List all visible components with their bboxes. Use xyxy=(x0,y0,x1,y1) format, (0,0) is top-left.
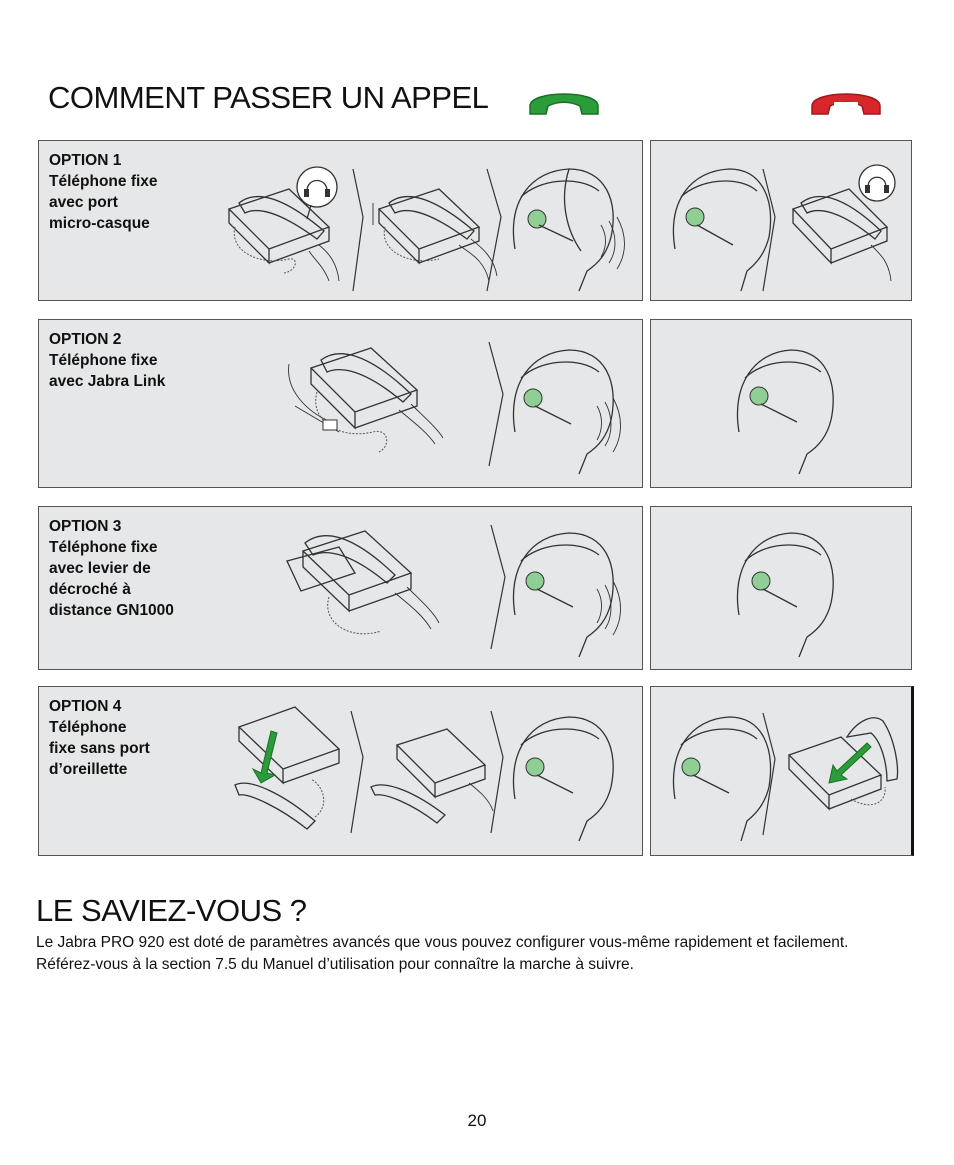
option-4-hangup-panel xyxy=(650,686,914,856)
arrow-down-left-icon xyxy=(829,743,871,783)
person-with-headset-illustration xyxy=(673,169,770,291)
step-separator xyxy=(353,169,363,291)
option-4-answer-panel xyxy=(38,686,643,856)
page-title: COMMENT PASSER UN APPEL xyxy=(48,80,489,115)
desk-phone-illustration xyxy=(371,729,493,823)
end-call-icon xyxy=(806,84,886,120)
option-1-hangup-panel xyxy=(650,140,912,301)
step-separator xyxy=(491,525,505,649)
option-3-hangup-panel xyxy=(650,506,912,670)
step-separator xyxy=(763,713,775,835)
desk-phone-illustration xyxy=(789,718,897,809)
option-2-hangup-panel xyxy=(650,319,912,488)
step-separator xyxy=(491,711,503,833)
person-with-headset-illustration xyxy=(513,350,620,474)
option-2-answer-panel xyxy=(38,319,643,488)
desk-phone-with-link-illustration xyxy=(289,348,443,452)
info-text: Le Jabra PRO 920 est doté de paramètres avancés que vous pouvez configurer vous-même rapidement et facilement. Référez-vous à la section 7.5 du Manuel d’utilisation pour connaître la marche à suivre. xyxy=(36,934,849,973)
option-3-label: OPTION 3 Téléphone fixe avec levier de décroché à distance GN1000 xyxy=(49,518,174,619)
desk-phone-with-lifter-illustration xyxy=(287,531,439,634)
step-separator xyxy=(351,711,363,833)
person-with-headset-illustration xyxy=(673,717,770,841)
option-4-label: OPTION 4 Téléphone fixe sans port d’oreillette xyxy=(49,698,150,778)
person-with-headset-illustration xyxy=(513,169,624,291)
person-with-headset-illustration xyxy=(513,533,620,657)
answer-call-icon xyxy=(524,84,604,120)
info-title: LE SAVIEZ-VOUS ? xyxy=(36,893,307,928)
person-with-headset-illustration xyxy=(737,350,833,474)
desk-phone-illustration xyxy=(235,707,339,829)
headset-port-icon xyxy=(859,165,895,201)
headset-port-icon xyxy=(297,167,337,219)
page-number: 20 xyxy=(467,1111,487,1130)
option-1-label: OPTION 1 Téléphone fixe avec port micro-casque xyxy=(49,152,158,232)
desk-phone-illustration xyxy=(373,189,497,281)
step-separator xyxy=(487,169,501,291)
option-2-label: OPTION 2 Téléphone fixe avec Jabra Link xyxy=(49,331,166,390)
desk-phone-illustration xyxy=(793,189,891,281)
person-with-headset-illustration xyxy=(513,717,613,841)
step-separator xyxy=(489,342,503,466)
option-3-answer-panel xyxy=(38,506,643,670)
option-1-answer-panel xyxy=(38,140,643,301)
person-with-headset-illustration xyxy=(737,533,833,657)
step-separator xyxy=(763,169,775,291)
